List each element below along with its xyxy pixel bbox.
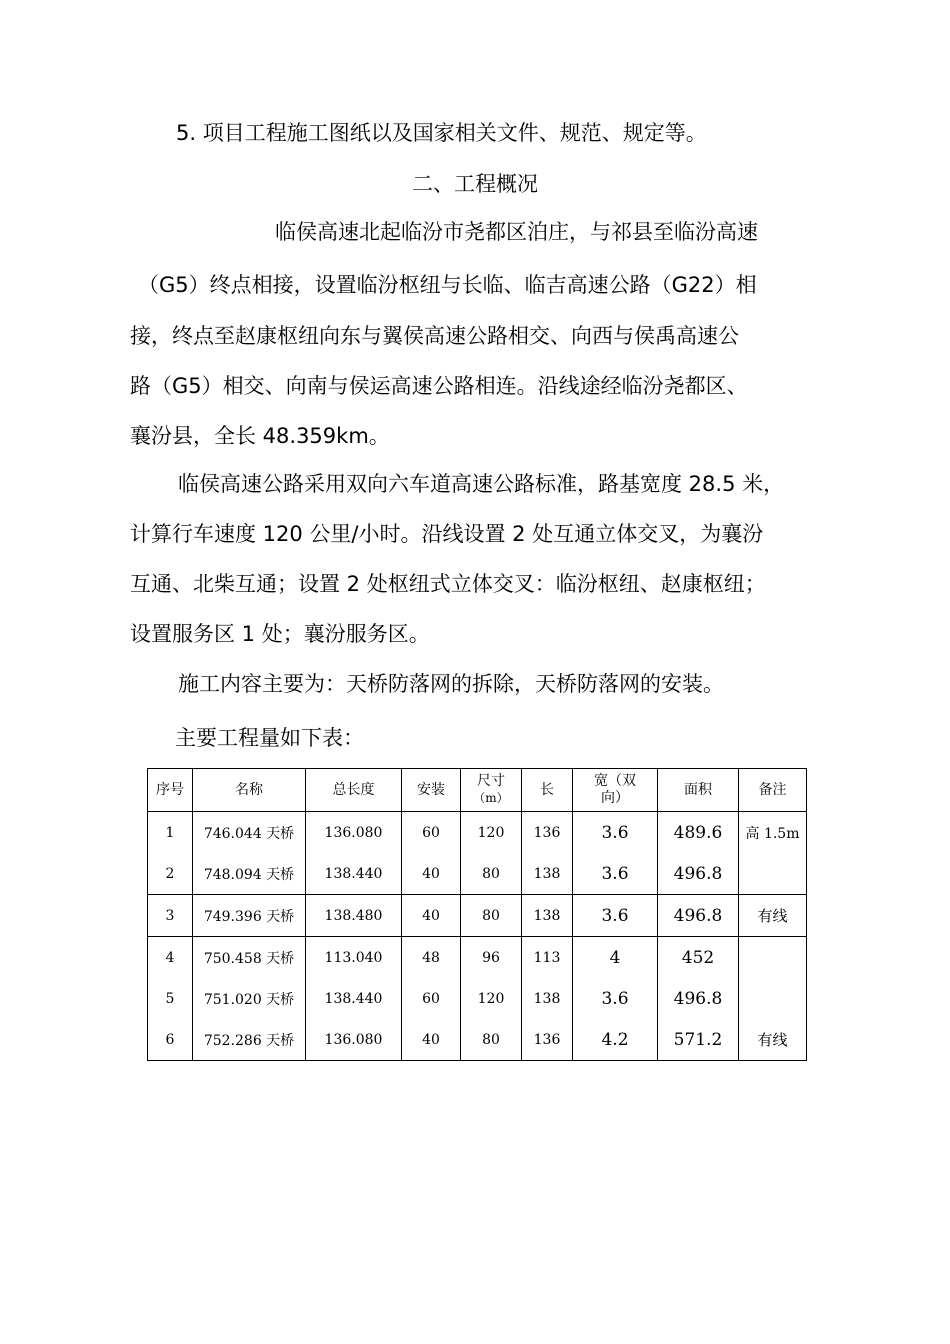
header-total-length: 总长度 <box>306 769 402 812</box>
cell-name: 749.396 天桥 <box>193 895 306 937</box>
cell-total-length: 138.480 <box>306 895 402 937</box>
table-caption: 主要工程量如下表： <box>175 726 364 750</box>
header-note: 备注 <box>739 769 807 812</box>
table-row <box>148 853 807 895</box>
cell-length: 138 <box>522 895 573 937</box>
cell-size: 80 <box>461 1019 522 1061</box>
header-area: 面积 <box>658 769 739 812</box>
cell-seq: 5 <box>148 978 193 1019</box>
header-width-line-1: 宽（双 <box>594 773 636 789</box>
cell-name: 752.286 天桥 <box>193 1019 306 1061</box>
cell-seq: 3 <box>148 895 193 937</box>
cell-total-length: 138.440 <box>306 978 402 1019</box>
quantity-table <box>147 768 807 1061</box>
cell-total-length: 138.440 <box>306 853 402 895</box>
cell-width: 3.6 <box>573 978 658 1019</box>
cell-install: 48 <box>402 937 461 979</box>
cell-seq: 2 <box>148 853 193 895</box>
cell-total-length: 136.080 <box>306 812 402 854</box>
cell-note <box>739 853 807 895</box>
cell-install: 60 <box>402 978 461 1019</box>
cell-size: 120 <box>461 812 522 854</box>
cell-note: 高 1.5m <box>739 812 807 854</box>
cell-width: 4 <box>573 937 658 979</box>
cell-width: 3.6 <box>573 853 658 895</box>
cell-total-length: 136.080 <box>306 1019 402 1061</box>
header-seq: 序号 <box>148 769 193 812</box>
header-install: 安装 <box>402 769 461 812</box>
cell-length: 113 <box>522 937 573 979</box>
cell-width: 3.6 <box>573 812 658 854</box>
table-row <box>148 1019 807 1061</box>
cell-install: 40 <box>402 1019 461 1061</box>
cell-note <box>739 937 807 979</box>
cell-install: 40 <box>402 895 461 937</box>
cell-length: 136 <box>522 812 573 854</box>
paragraph-1-line-3: 接，终点至赵康枢纽向东与翼侯高速公路相交、向西与侯禹高速公 <box>130 324 739 348</box>
cell-size: 120 <box>461 978 522 1019</box>
paragraph-2-line-3: 互通、北柴互通；设置 2 处枢纽式立体交叉：临汾枢纽、赵康枢纽； <box>130 572 766 596</box>
cell-area: 496.8 <box>658 853 739 895</box>
table-header-row <box>148 769 807 812</box>
table-row <box>148 895 807 937</box>
header-width-line-2: 向） <box>601 790 629 806</box>
header-name: 名称 <box>193 769 306 812</box>
header-size-line-1: 尺寸 <box>477 773 505 789</box>
cell-seq: 6 <box>148 1019 193 1061</box>
table-row <box>148 812 807 854</box>
cell-size: 96 <box>461 937 522 979</box>
paragraph-2-line-1: 临侯高速公路采用双向六车道高速公路标准，路基宽度 28.5 米， <box>178 472 785 496</box>
header-width <box>573 769 658 812</box>
cell-name: 746.044 天桥 <box>193 812 306 854</box>
cell-length: 138 <box>522 853 573 895</box>
paragraph-2-line-2: 计算行车速度 120 公里/小时。沿线设置 2 处互通立体交叉，为襄汾 <box>130 522 764 546</box>
paragraph-1-line-2: （G5）终点相接，设置临汾枢纽与长临、临吉高速公路（G22）相 <box>138 273 757 297</box>
header-size <box>461 769 522 812</box>
header-length: 长 <box>522 769 573 812</box>
header-size-line-2: （m） <box>473 791 509 805</box>
cell-seq: 4 <box>148 937 193 979</box>
table-row <box>148 978 807 1019</box>
cell-seq: 1 <box>148 812 193 854</box>
cell-note: 有线 <box>739 1019 807 1061</box>
paragraph-1-line-5: 襄汾县，全长 48.359km。 <box>130 424 390 448</box>
cell-length: 138 <box>522 978 573 1019</box>
cell-name: 750.458 天桥 <box>193 937 306 979</box>
cell-name: 751.020 天桥 <box>193 978 306 1019</box>
table-row <box>148 937 807 979</box>
paragraph-2-line-4: 设置服务区 1 处；襄汾服务区。 <box>130 622 430 646</box>
cell-note <box>739 978 807 1019</box>
cell-name: 748.094 天桥 <box>193 853 306 895</box>
list-item-5: 5. 项目工程施工图纸以及国家相关文件、规范、规定等。 <box>176 121 707 145</box>
cell-size: 80 <box>461 895 522 937</box>
paragraph-3: 施工内容主要为：天桥防落网的拆除，天桥防落网的安装。 <box>178 672 724 696</box>
cell-width: 3.6 <box>573 895 658 937</box>
paragraph-1-line-1: 临侯高速北起临汾市尧都区泊庄，与祁县至临汾高速 <box>275 220 758 244</box>
cell-size: 80 <box>461 853 522 895</box>
paragraph-1-line-4: 路（G5）相交、向南与侯运高速公路相连。沿线途经临汾尧都区、 <box>130 374 748 398</box>
cell-total-length: 113.040 <box>306 937 402 979</box>
cell-width: 4.2 <box>573 1019 658 1061</box>
cell-note: 有线 <box>739 895 807 937</box>
cell-area: 489.6 <box>658 812 739 854</box>
cell-area: 496.8 <box>658 978 739 1019</box>
cell-install: 40 <box>402 853 461 895</box>
cell-area: 571.2 <box>658 1019 739 1061</box>
cell-area: 496.8 <box>658 895 739 937</box>
cell-length: 136 <box>522 1019 573 1061</box>
cell-area: 452 <box>658 937 739 979</box>
cell-install: 60 <box>402 812 461 854</box>
section-title: 二、工程概况 <box>412 172 538 196</box>
